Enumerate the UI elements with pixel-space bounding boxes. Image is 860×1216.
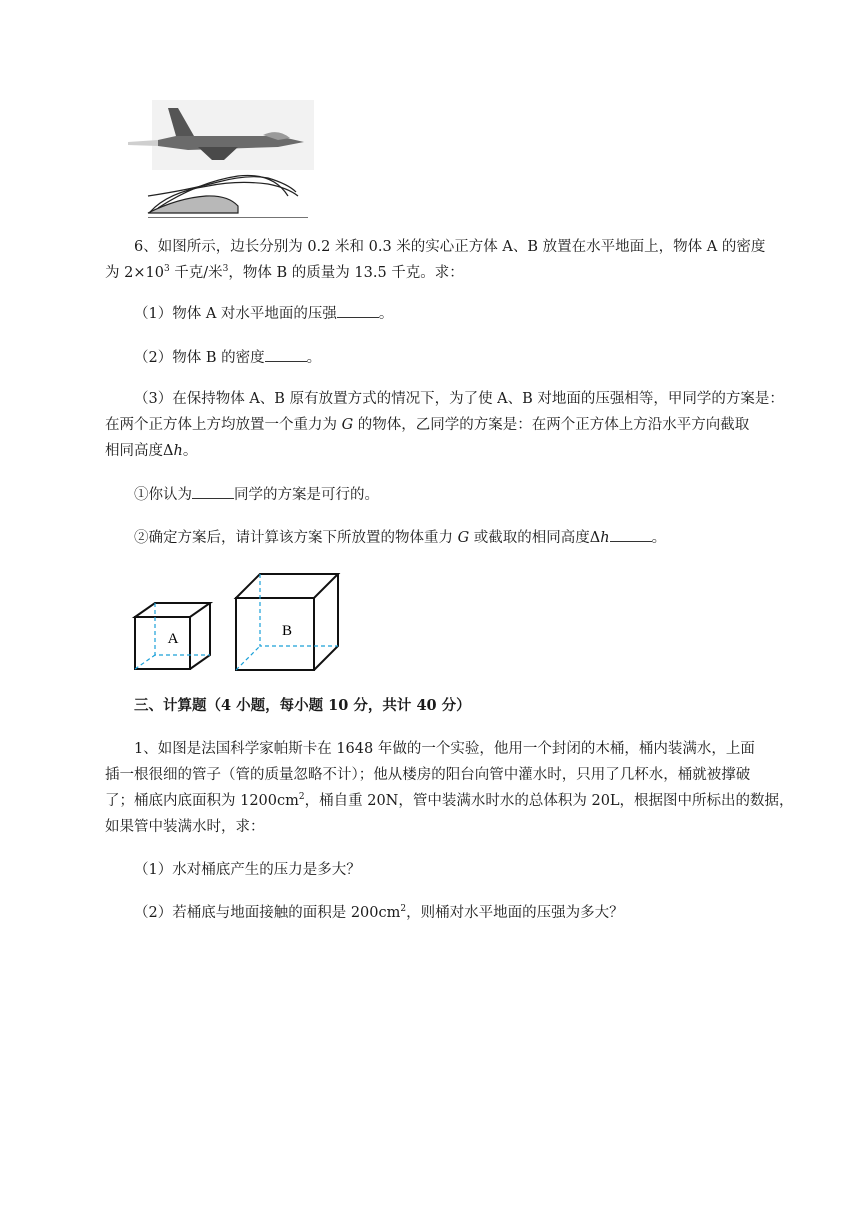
q6-choice1: ①你认为 同学的方案是可行的。 (134, 484, 379, 506)
airplane-airfoil-figure (128, 100, 318, 218)
calc1-line1: 1、如图是法国科学家帕斯卡在 1648 年做的一个实验，他用一个封闭的木桶，桶内装满水，上面 (134, 741, 755, 757)
answer-blank[interactable] (265, 347, 307, 362)
q6-sub2: （2）物体 B 的密度 。 (134, 347, 321, 369)
calc1-line2: 插一根很细的管子（管的质量忽略不计）；他从楼房的阳台向管中灌水时，只用了几杯水，桶就被撑破 (105, 767, 751, 783)
q6-sub3-line2: 在两个正方体上方均放置一个重力为 G 的物体，乙同学的方案是：在两个正方体上方沿水平方向截取 (105, 417, 750, 433)
cube-a-label: A (167, 631, 179, 647)
wing-section-shape (148, 196, 238, 213)
q6-sub3-line3: 相同高度Δh。 (105, 443, 198, 459)
answer-blank[interactable] (337, 303, 379, 318)
q6-line1: 6、如图所示，边长分别为 0.2 米和 0.3 米的实心正方体 A、B 放置在水平地面上，物体 A 的密度 (134, 239, 766, 255)
q6-sub3-line1: （3）在保持物体 A、B 原有放置方式的情况下，为了使 A、B 对地面的压强相等，甲同学的方案是： (134, 391, 784, 407)
calc1-sub1: （1）水对桶底产生的压力是多大？ (134, 862, 361, 878)
q6-line2: 为 $2\times 10^3$ 千克/米$^3$，物体 B 的质量为 13.5 千克。求： (105, 264, 464, 281)
calc1-sub2: （2）若桶底与地面接触的面积是 $200cm^2$，则桶对水平地面的压强为多大？ (134, 904, 624, 921)
cube-a (135, 603, 210, 669)
answer-blank[interactable] (192, 484, 234, 499)
cubes-figure (130, 570, 342, 674)
q6-choice2: ②确定方案后，请计算该方案下所放置的物体重力 G 或截取的相同高度Δh 。 (134, 527, 666, 549)
calc1-line4: 如果管中装满水时，求： (105, 819, 265, 835)
cube-b (236, 574, 338, 670)
cube-b-label: B (281, 623, 293, 639)
answer-blank[interactable] (610, 527, 652, 542)
calc1-line3: 了；桶底内底面积为 $1200cm^2$，桶自重 20N，管中装满水时水的总体积为 20L，根据图中所标出的数据， (105, 792, 794, 809)
section3-heading: 三、计算题（4 小题，每小题 10 分，共计 40 分） (134, 697, 471, 714)
q6-sub1: （1）物体 A 对水平地面的压强 。 (134, 303, 393, 325)
